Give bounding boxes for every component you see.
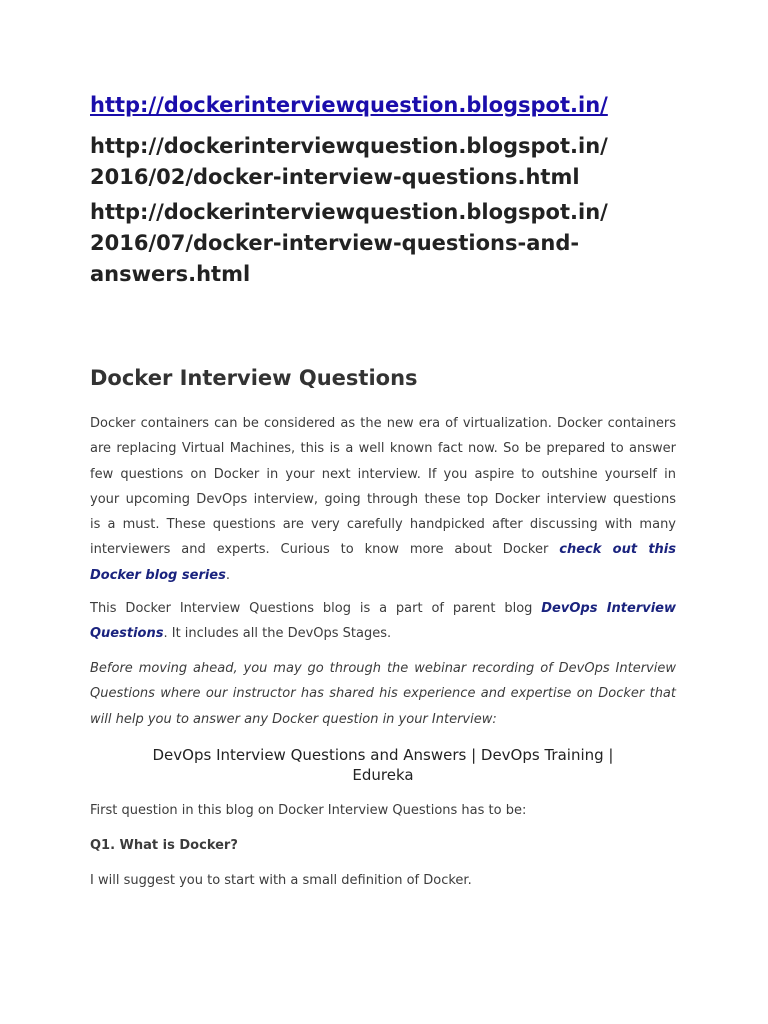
intro-line: few questions on Docker in your next interview. If you aspire to outshine yourself in (90, 466, 676, 482)
first-question-text: First question in this blog on Docker Interview Questions has to be: (90, 803, 527, 818)
url-line: http://dockerinterviewquestion.blogspot.in/ (90, 134, 608, 158)
intro-line: your upcoming DevOps interview, going through these top Docker interview questions (90, 491, 676, 507)
url-line: http://dockerinterviewquestion.blogspot.in/ (90, 200, 608, 224)
intro-line (90, 563, 676, 588)
parent-text: This Docker Interview Questions blog is a part of parent blog (90, 601, 542, 616)
url-line: answers.html (90, 262, 251, 286)
video-title-line: Edureka (352, 766, 414, 784)
intro-line: are replacing Virtual Machines, this is a well known fact now. So be prepared to answer (90, 441, 676, 457)
q1-heading: Q1. What is Docker? (90, 838, 238, 853)
webinar-line: Before moving ahead, you may go through the webinar recording of DevOps Interview (90, 661, 676, 676)
webinar-line: will help you to answer any Docker question in your Interview: (90, 711, 497, 727)
intro-end: . (225, 567, 231, 583)
video-title[interactable] (90, 745, 676, 785)
intro-line: Docker containers can be considered as the new era of virtualization. Docker containers (90, 416, 676, 431)
docker-blog-series-link-cont[interactable]: Docker blog series (90, 567, 226, 583)
article-heading: Docker Interview Questions (90, 366, 418, 390)
devops-interview-questions-link-cont[interactable]: Questions (90, 626, 164, 642)
intro-line (90, 537, 676, 562)
suggest-text: I will suggest you to start with a small definition of Docker. (90, 873, 472, 888)
intro-line: is a must. These questions are very carefully handpicked after discussing with many (90, 517, 676, 533)
parent-text-end: . It includes all the DevOps Stages. (163, 626, 392, 642)
blog-home-link[interactable]: http://dockerinterviewquestion.blogspot.in/ (90, 93, 608, 117)
url-text-2016-02 (90, 131, 608, 193)
intro-line-text: interviewers and experts. Curious to know more about Docker (90, 542, 560, 558)
docker-blog-series-link[interactable]: check out this (559, 542, 676, 558)
parent-line (90, 621, 676, 646)
devops-interview-questions-link[interactable]: DevOps Interview (541, 601, 676, 616)
parent-line (90, 596, 676, 621)
webinar-paragraph (90, 656, 676, 732)
video-title-line: DevOps Interview Questions and Answers | DevOps Training | (152, 746, 614, 764)
webinar-line: Questions where our instructor has shared his experience and expertise on Docker that (90, 686, 676, 702)
url-line: 2016/07/docker-interview-questions-and- (90, 231, 580, 255)
parent-blog-paragraph (90, 596, 676, 647)
url-line: 2016/02/docker-interview-questions.html (90, 165, 580, 189)
url-text-2016-07 (90, 197, 608, 290)
intro-paragraph (90, 411, 676, 588)
